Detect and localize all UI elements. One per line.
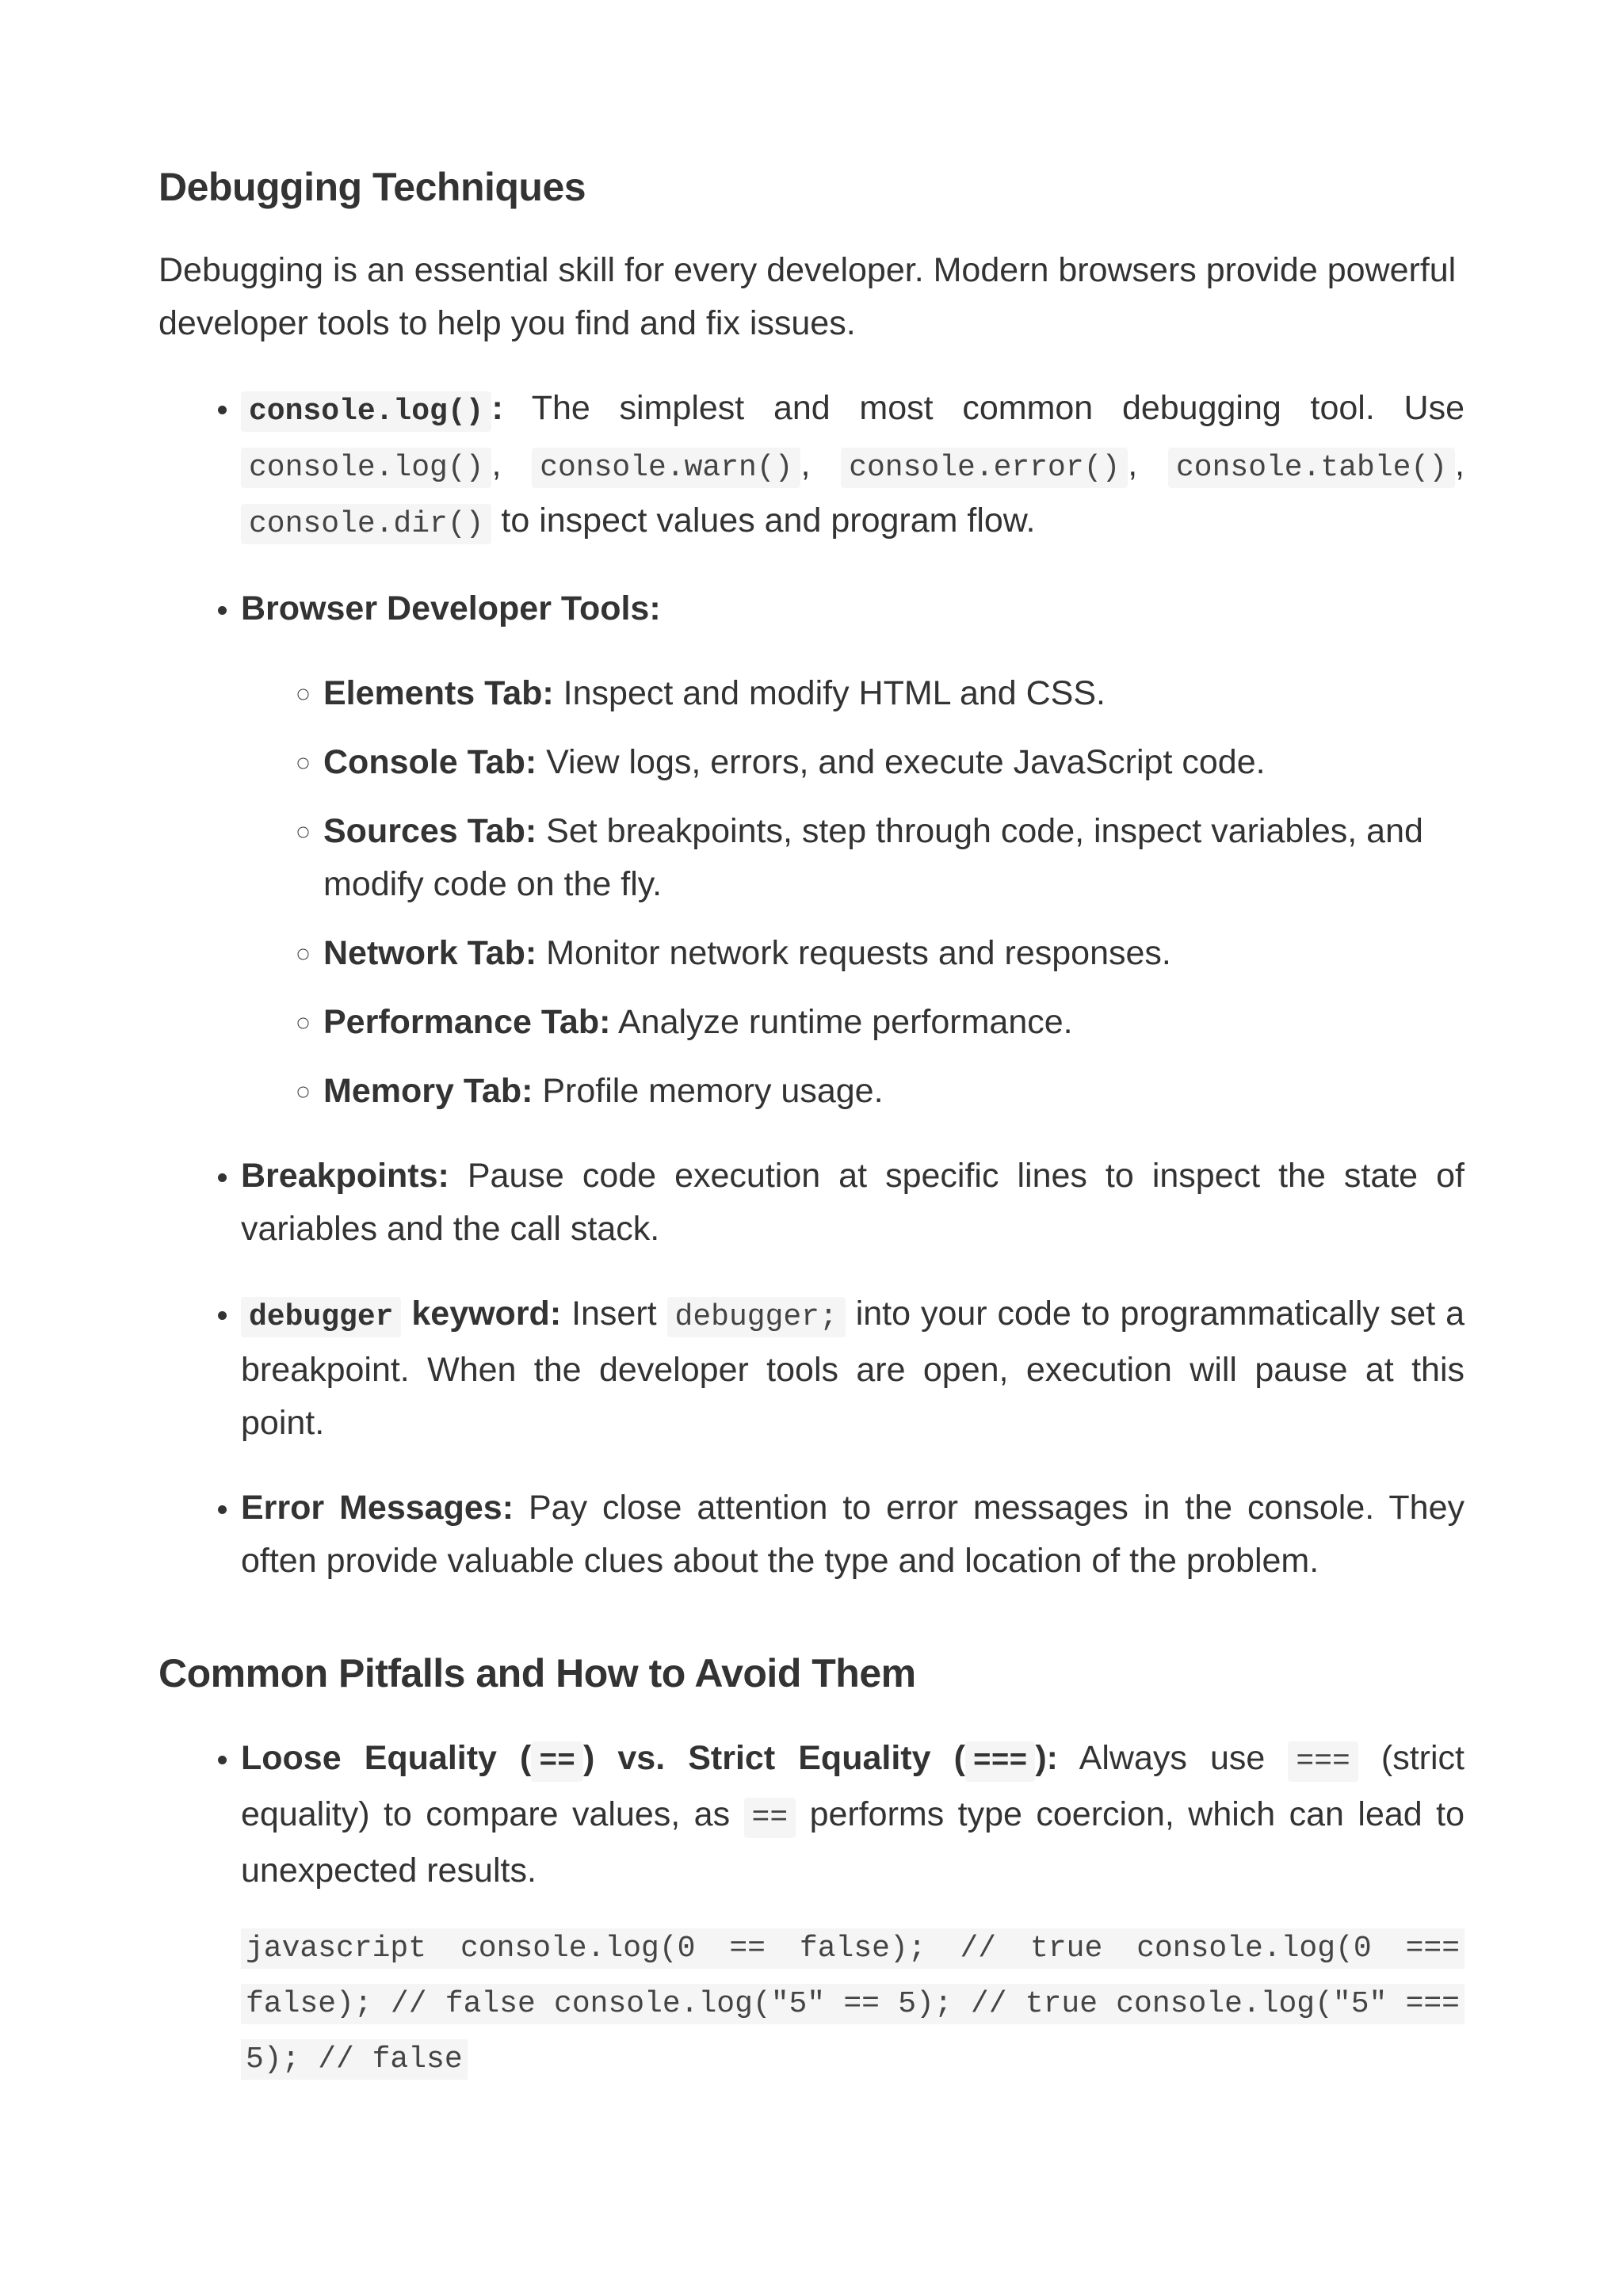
code-block-equality-example	[241, 1921, 1465, 2088]
devtools-tabs-list	[241, 667, 1465, 1118]
inline-code: console.log()	[241, 448, 491, 488]
list-item-equality: • Loose Equality ( == ) vs. Strict Equality ( === ): Always use === (strict equality) to compare values, as == performs type coercion, which can lead to unexpected results. javascript console.log(0 == false); // true console.log(0 === false); // false console.log("5" == 5); // true console.log("5" === 5); // false	[241, 1732, 1465, 2088]
code-block-text: javascript console.log(0 == false); // true console.log(0 === false); // false console.log("5" == 5); // true console.log("5" === 5); // false	[241, 1928, 1465, 2080]
breakpoints-label: Breakpoints:	[241, 1157, 449, 1195]
inline-code: console.error()	[841, 448, 1128, 488]
inline-code: ==	[744, 1798, 796, 1838]
error-messages-label: Error Messages:	[241, 1489, 514, 1527]
debugging-list	[158, 382, 1465, 1588]
devtools-label: Browser Developer Tools:	[241, 589, 661, 627]
list-item-devtools	[241, 582, 1465, 1118]
list-item-breakpoints: • Breakpoints: Pause code execution at specific lines to inspect the state of variables and the call stack.	[241, 1150, 1465, 1256]
list-item-performance-tab: ◦ Performance Tab: Analyze runtime performance.	[323, 996, 1465, 1049]
list-item-memory-tab: ◦ Memory Tab: Profile memory usage.	[323, 1065, 1465, 1118]
inline-code: debugger;	[667, 1297, 846, 1337]
pitfalls-list	[158, 1732, 1465, 2088]
list-item-error-messages: • Error Messages: Pay close attention to error messages in the console. They often provide valuable clues about the type and location of the problem.	[241, 1482, 1465, 1588]
console-log-code: console.log()	[241, 391, 491, 432]
inline-code: ===	[965, 1741, 1035, 1782]
list-item-sources-tab: ◦ Sources Tab: Set breakpoints, step through code, inspect variables, and modify code on the fly.	[323, 805, 1465, 911]
list-item-console-tab: ◦ Console Tab: View logs, errors, and execute JavaScript code.	[323, 736, 1465, 789]
section-title-pitfalls: Common Pitfalls and How to Avoid Them	[158, 1651, 916, 1695]
list-item-network-tab: ◦ Network Tab: Monitor network requests and responses.	[323, 927, 1465, 980]
list-item-debugger-keyword: • debugger keyword: Insert debugger; into your code to programmatically set a breakpoint. When the developer tools are open, execution will pause at this point.	[241, 1287, 1465, 1450]
debugger-code: debugger	[241, 1297, 401, 1337]
inline-code: ==	[531, 1741, 583, 1782]
inline-code: ===	[1288, 1741, 1358, 1782]
inline-code: console.warn()	[532, 448, 800, 488]
console-log-label: console.log() :	[241, 389, 503, 427]
equality-label: Loose Equality ( == ) vs. Strict Equality ( === ):	[241, 1739, 1058, 1777]
inline-code: console.table()	[1168, 448, 1455, 488]
list-item-console-log: • console.log() : The simplest and most common debugging tool. Use console.log() , console.warn() , console.error() , console.table() , console.dir() to inspect values and program flow.	[241, 382, 1465, 551]
debugger-label: debugger keyword:	[241, 1295, 561, 1333]
section-title-debugging: Debugging Techniques	[158, 165, 586, 209]
list-item-elements-tab: ◦ Elements Tab: Inspect and modify HTML and CSS.	[323, 667, 1465, 720]
console-log-text: The simplest and most common debugging tool. Use	[502, 389, 1465, 427]
inline-code: console.dir()	[241, 504, 491, 544]
debugging-intro: Debugging is an essential skill for every developer. Modern browsers provide powerful developer tools to help you find and fix issues.	[158, 251, 1457, 342]
